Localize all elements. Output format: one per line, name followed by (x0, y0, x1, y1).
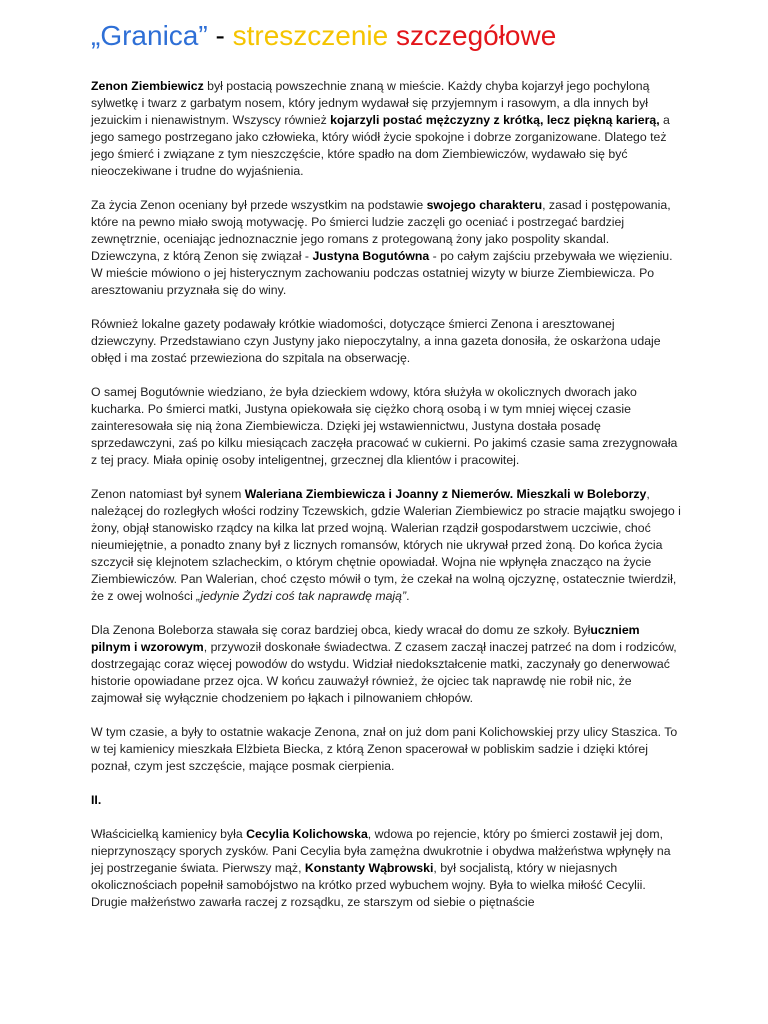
text-run: był postacią powszechnie znaną w mieście. Każdy chyba kojarzył jego pochyloną sylwetkę i twarz z garbatym nosem, który jednym wydawał się przyjemnym i rasowym, a dla innych był jezuickim i nienawistnym. Wszyscy również (91, 79, 650, 127)
text-run: . (406, 589, 410, 603)
section-heading-ii: II. (91, 793, 102, 807)
bold-text: kojarzyli postać mężczyzny z krótką, lecz piękną karierą, (330, 113, 660, 127)
italic-quote: „jedynie Żydzi coś tak naprawdę mają” (196, 589, 407, 603)
text-run: Dla Zenona Boleborza stawała się coraz bardziej obca, kiedy wracał do domu ze szkoły. Był (91, 623, 591, 637)
paragraph-5 (91, 486, 681, 605)
text-run: , należącej do rozległych włości rodziny Tczewskich, gdzie Walerian Ziembiewicz po stracie majątku swojego i żony, objął stanowisko rządcy na kilka lat przed wojną. Walerian rządził gospodarstwem uczciwie, choć nieumiejętnie, a ponadto znany był z licznych romansów, których nie ukrywał przed żoną. Do końca życia szczycił się klejnotem szlacheckim, o którym chętnie opowiadał. Wojna nie wpłynęła znacząco na życie Ziembiewiczów. Pan Walerian, choć często mówił o tym, że czekał na wolną ojczyznę, ostatecznie twierdził, że z owej wolności (91, 487, 681, 603)
bold-text: Zenon Ziembiewicz (91, 79, 204, 93)
text-run: a jego samego postrzegano jako człowieka, który wiódł życie spokojne i dobrze zorganizowane. Dlatego też jego śmierć i związane z tym nieszczęście, które spadło na dom Ziembiewiczów, wydawało się być nieoczekiwane i trudne do wyjaśnienia. (91, 113, 670, 178)
paragraph-2 (91, 197, 681, 299)
document-title (91, 14, 556, 58)
paragraph-7: W tym czasie, a były to ostatnie wakacje Zenona, znał on już dom pani Kolichowskiej przy ulicy Staszica. To w tej kamienicy mieszkała Elżbieta Biecka, z którą Zenon spacerował w pobliskim sadzie i dzięki której poznał, czym jest szczęście, mające posmak cierpienia. (91, 725, 678, 773)
paragraph-8 (91, 826, 681, 911)
bold-text: swojego charakteru (426, 198, 543, 212)
bold-text: Justyna Bogutówna (312, 249, 430, 263)
paragraph-4: O samej Bogutównie wiedziano, że była dzieckiem wdowy, która służyła w okolicznych dworach jako kucharka. Po śmierci matki, Justyna opiekowała się ciężko chorą osobą i w tym mniej więcej czasie zainteresowała się nią żona Ziembiewicza. Dzięki jej wstawiennictwu, Justyna dostała posadę sprzedawczyni, zaś po kilku miesiącach zaczęła pracować w cukierni. Po jakimś czasie sama zrezygnowała z tej pracy. Miała opinię osoby inteligentnej, grzecznej dla klientów i pracowitej. (91, 385, 678, 467)
text-run: , wdowa po rejencie, który po śmierci zostawił jej dom, nieprzynoszący sporych zysków. Pani Cecylia była zamężna dwukrotnie i obydwa małżeństwa wpłynęły na jej postrzeganie świata. Pierwszy mąż, (91, 827, 671, 875)
document-body (91, 78, 681, 928)
title-part-granica: „Granica” (91, 20, 208, 51)
text-run: , był socjalistą, który w niejasnych okolicznościach popełnił samobójstwo na krótko przed wybuchem wojny. Była to wielka miłość Cecylii. Drugie małżeństwo zawarła raczej z rozsądku, ze starszym od siebie o piętnaście (91, 861, 646, 909)
bold-text: Konstanty Wąbrowski (304, 861, 434, 875)
title-part-szczegolowe: szczegółowe (388, 20, 557, 51)
text-run: Za życia Zenon oceniany był przede wszystkim na podstawie (91, 198, 427, 212)
text-run: Zenon natomiast był synem (91, 487, 245, 501)
text-run: , zasad i postępowania, które na pewno miało swoją motywację. Po śmierci ludzie zaczęli go oceniać i postrzegać bardziej zewnętrznie, oceniając jednoznacznie jego romans z protegowaną żony jako pospolity skandal. Dziewczyna, z którą Zenon się związał - (91, 198, 671, 263)
bold-text: Waleriana Ziembiewicza i Joanny z Niemerów. Mieszkali w Boleborzy (244, 487, 647, 501)
text-run: - po całym zajściu przebywała we więzieniu. W mieście mówiono o jej histerycznym zachowaniu podczas ostatniej wizyty w biurze Ziembiewicza. Po aresztowaniu przyznała się do winy. (91, 249, 673, 297)
text-run: , przywoził doskonałe świadectwa. Z czasem zaczął inaczej patrzeć na dom i rodziców, dostrzegając coraz więcej powodów do wstydu. Widział niedokształcenie matki, zaczynały go denerwować historie opowiadane przez ojca. W końcu zauważył również, że ojciec tak naprawdę nie robił nic, że zajmował się wyłącznie chodzeniem po łąkach i pilnowaniem chłopów. (91, 640, 677, 705)
title-part-dash: - (207, 20, 233, 51)
paragraph-1 (91, 78, 681, 180)
title-part-streszczenie: streszczenie (232, 20, 389, 51)
bold-text: Cecylia Kolichowska (246, 827, 368, 841)
text-run: Właścicielką kamienicy była (91, 827, 247, 841)
bold-text: uczniem pilnym i wzorowym (91, 623, 640, 654)
paragraph-6 (91, 622, 681, 707)
paragraph-3: Również lokalne gazety podawały krótkie wiadomości, dotyczące śmierci Zenona i aresztowanej dziewczyny. Przedstawiano czyn Justyny jako niepoczytalny, a inna gazeta donosiła, że oskarżona udaje obłęd i ma zostać przewieziona do szpitala na obserwację. (91, 317, 661, 365)
